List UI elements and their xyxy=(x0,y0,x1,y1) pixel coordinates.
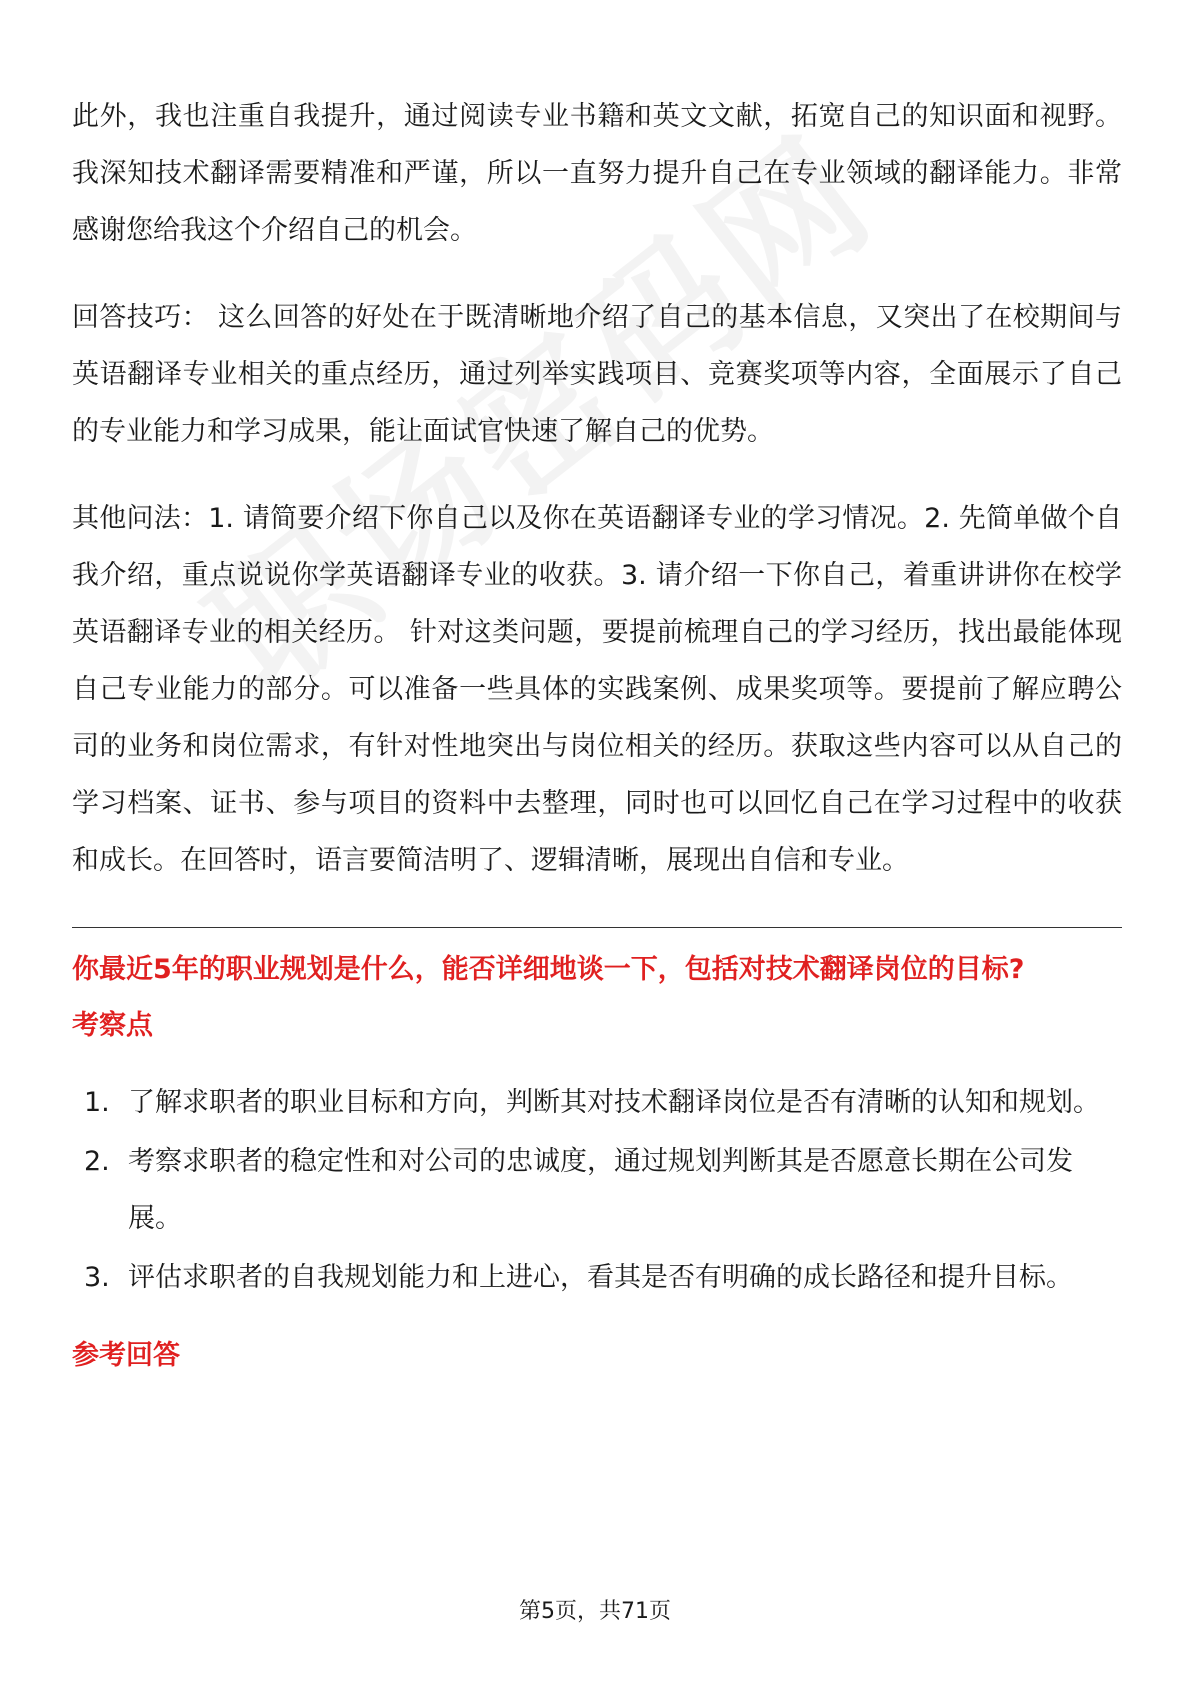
list-item-text: 了解求职者的职业目标和方向，判断其对技术翻译岗位是否有清晰的认知和规划。 xyxy=(128,1087,1100,1118)
list-item xyxy=(72,1249,1122,1306)
list-item-number: 2. xyxy=(84,1146,110,1177)
interview-question: 你最近5年的职业规划是什么，能否详细地谈一下，包括对技术翻译岗位的目标? xyxy=(72,954,1025,985)
list-item-number: 3. xyxy=(84,1262,110,1293)
paragraph-answer-tips: 回答技巧： 这么回答的好处在于既清晰地介绍了自己的基本信息，又突出了在校期间与英语翻译专业相关的重点经历，通过列举实践项目、竞赛奖项等内容，全面展示了自己的专业能力和学习成果，能让面试官快速了解自己的优势。 xyxy=(72,302,1122,447)
paragraph-other-questions: 其他问法：1. 请简要介绍下你自己以及你在英语翻译专业的学习情况。2. 先简单做个自我介绍，重点说说你学英语翻译专业的收获。3. 请介绍一下你自己，着重讲讲你在校学英语翻译专业的相关经历。 针对这类问题，要提前梳理自己的学习经历，找出最能体现自己专业能力的部分。可以准备一些具体的实践案例、成果奖项等。要提前了解应聘公司的业务和岗位需求，有针对性地突出与岗位相关的经历。获取这些内容可以从自己的学习档案、证书、参与项目的资料中去整理，同时也可以回忆自己在学习过程中的收获和成长。在回答时，语言要简洁明了、逻辑清晰，展现出自信和专业。 xyxy=(72,503,1122,876)
document-body xyxy=(72,88,1122,1378)
list-item-number: 1. xyxy=(84,1087,110,1118)
assessment-list xyxy=(72,1074,1122,1306)
reference-answer-heading: 参考回答 xyxy=(72,1340,180,1371)
list-item-text: 评估求职者的自我规划能力和上进心，看其是否有明确的成长路径和提升目标。 xyxy=(128,1262,1073,1293)
assessment-heading: 考察点 xyxy=(72,1010,153,1041)
paragraph-self-improvement: 此外，我也注重自我提升，通过阅读专业书籍和英文文献，拓宽自己的知识面和视野。我深知技术翻译需要精准和严谨，所以一直努力提升自己在专业领域的翻译能力。非常感谢您给我这个介绍自己的机会。 xyxy=(72,101,1122,246)
list-item xyxy=(72,1074,1122,1131)
list-item xyxy=(72,1133,1122,1247)
page-number: 第5页，共71页 xyxy=(519,1599,671,1624)
list-item-text: 考察求职者的稳定性和对公司的忠诚度，通过规划判断其是否愿意长期在公司发展。 xyxy=(128,1146,1073,1234)
section-divider xyxy=(72,927,1122,928)
